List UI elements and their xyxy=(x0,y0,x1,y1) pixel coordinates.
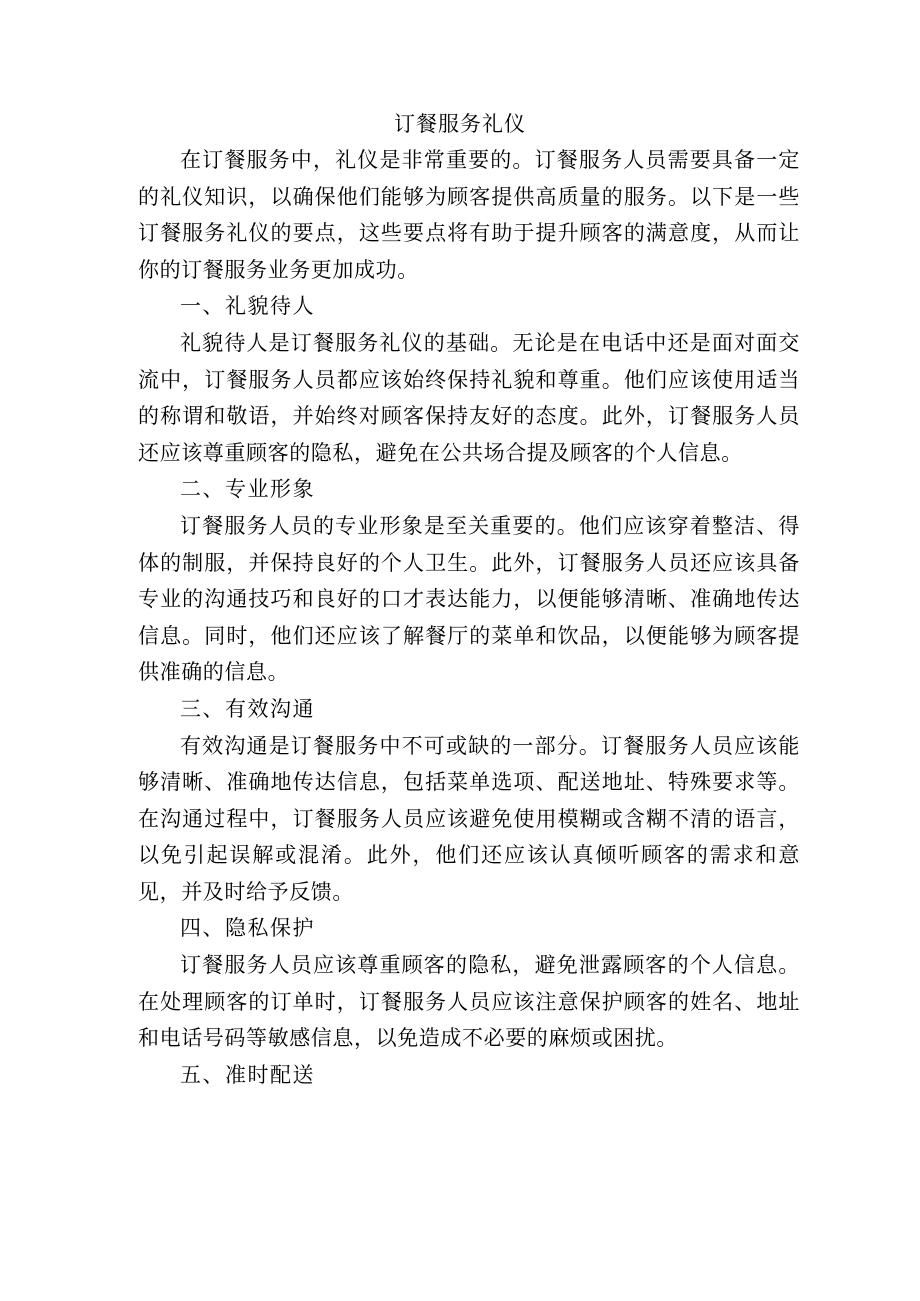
document-title: 订餐服务礼仪 xyxy=(394,112,526,136)
section-heading-5: 五、准时配送 xyxy=(180,1062,315,1087)
section-body-2: 订餐服务人员的专业形象是至关重要的。他们应该穿着整洁、得体的制服，并保持良好的个人卫生。此外，订餐服务人员还应该具备专业的沟通技巧和良好的口才表达能力，以便能够清晰、准确地传达信息。同时，他们还应该了解餐厅的菜单和饮品，以便能够为顾客提供准确的信息。 xyxy=(138,513,800,685)
section-heading-2: 二、专业形象 xyxy=(180,477,315,502)
section-body-4: 订餐服务人员应该尊重顾客的隐私，避免泄露顾客的个人信息。在处理顾客的订单时，订餐服务人员应该注意保护顾客的姓名、地址和电话号码等敏感信息，以免造成不必要的麻烦或困扰。 xyxy=(138,953,800,1051)
section-heading-4: 四、隐私保护 xyxy=(180,916,315,941)
section-body-1: 礼貌待人是订餐服务礼仪的基础。无论是在电话中还是面对面交流中，订餐服务人员都应该始终保持礼貌和尊重。他们应该使用适当的称谓和敬语，并始终对顾客保持友好的态度。此外，订餐服务人员还应该尊重顾客的隐私，避免在公共场合提及顾客的个人信息。 xyxy=(138,330,800,465)
section-body-3: 有效沟通是订餐服务中不可或缺的一部分。订餐服务人员应该能够清晰、准确地传达信息，包括菜单选项、配送地址、特殊要求等。在沟通过程中，订餐服务人员应该避免使用模糊或含糊不清的语言，以免引起误解或混淆。此外，他们还应该认真倾听顾客的需求和意见，并及时给予反馈。 xyxy=(138,733,800,904)
intro-paragraph: 在订餐服务中，礼仪是非常重要的。订餐服务人员需要具备一定的礼仪知识，以确保他们能够为顾客提供高质量的服务。以下是一些订餐服务礼仪的要点，这些要点将有助于提升顾客的满意度，从而让你的订餐服务业务更加成功。 xyxy=(138,148,800,282)
document-body xyxy=(138,142,800,1093)
section-heading-1: 一、礼貌待人 xyxy=(180,294,315,319)
section-heading-3: 三、有效沟通 xyxy=(180,696,315,721)
